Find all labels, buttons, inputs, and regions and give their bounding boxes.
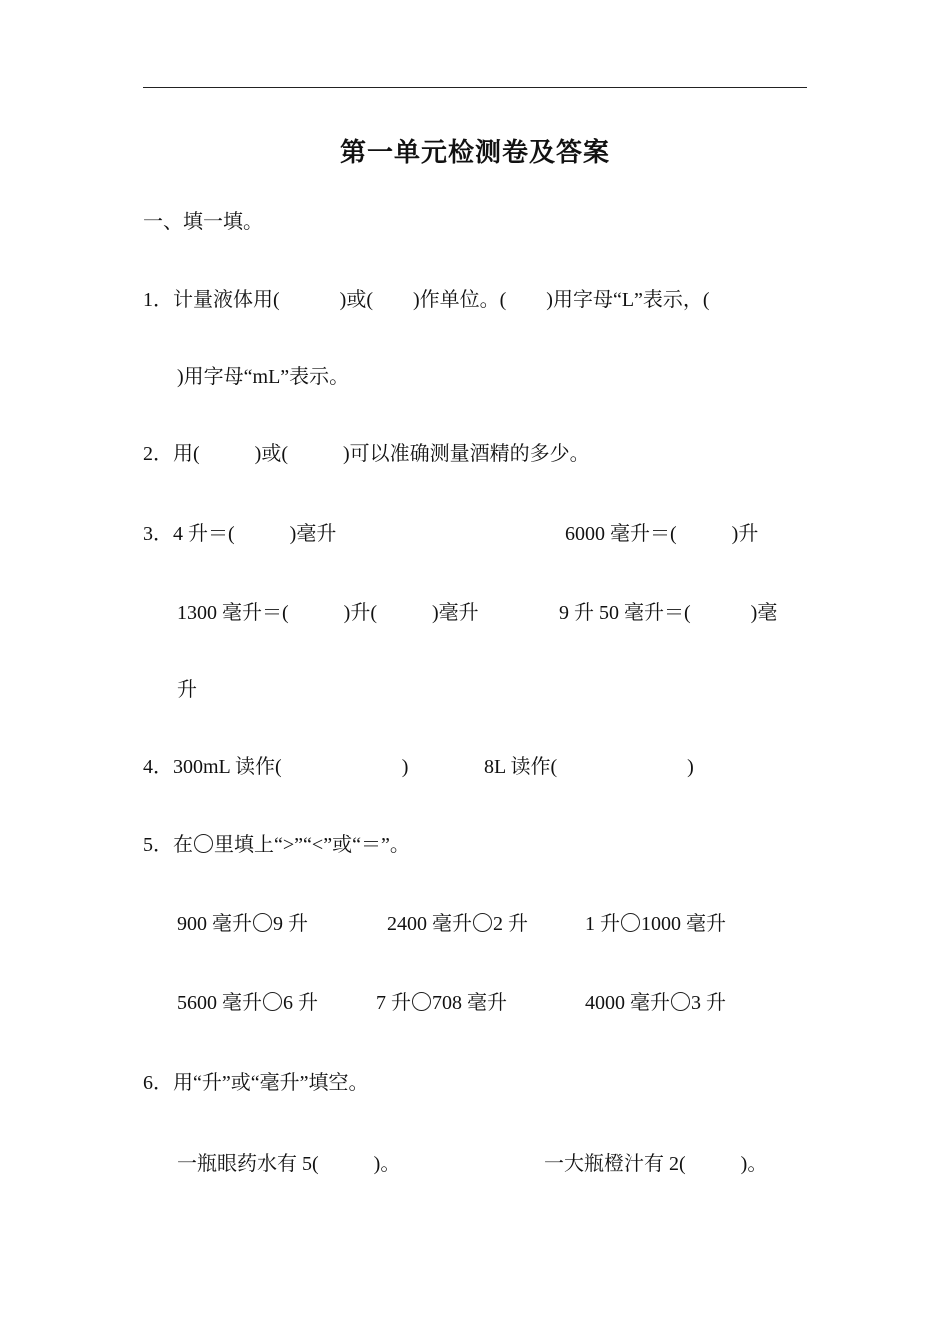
compare-item: 5600 毫升 6 升 (177, 992, 318, 1014)
section-heading: 一、填一填。 (143, 211, 263, 233)
compare-circle (194, 834, 213, 853)
q3-item-d-wrap: 升 (177, 679, 197, 701)
question-text: 里填上“>”“<”或“＝”。 (214, 834, 410, 856)
q4-item-a: 300mL 读作( ) (173, 756, 409, 778)
q3-item-a: 4 升＝( )毫升 (173, 523, 337, 545)
question-text: 在 (173, 834, 193, 856)
question-number: 5． (143, 834, 173, 856)
q3-item-b: 6000 毫升＝( )升 (565, 523, 759, 545)
compare-item: 2400 毫升 2 升 (387, 913, 528, 935)
compare-item: 4000 毫升 3 升 (585, 992, 726, 1014)
question-1 (143, 286, 710, 314)
question-6 (143, 1069, 369, 1097)
q4-item-b: 8L 读作( ) (484, 756, 694, 778)
question-number: 4． (143, 756, 173, 778)
question-2 (143, 440, 590, 468)
compare-item: 7 升 708 毫升 (376, 992, 507, 1014)
question-number: 6． (143, 1072, 173, 1094)
question-5 (143, 831, 410, 859)
q3-item-d: 9 升 50 毫升＝( )毫 (559, 602, 778, 624)
header-rule (143, 87, 807, 88)
compare-circle[interactable] (621, 913, 640, 932)
compare-item: 1 升 1000 毫升 (585, 913, 726, 935)
q3-item-c: 1300 毫升＝( )升( )毫升 (177, 602, 479, 624)
q6-item-b: 一大瓶橙汁有 2( )。 (544, 1153, 768, 1175)
compare-circle[interactable] (671, 992, 690, 1011)
compare-circle[interactable] (253, 913, 272, 932)
compare-circle[interactable] (473, 913, 492, 932)
compare-circle[interactable] (412, 992, 431, 1011)
question-text: 计量液体用( )或( )作单位。( )用字母“L”表示，( (173, 289, 710, 311)
question-number: 3． (143, 523, 173, 545)
question-number: 1． (143, 289, 173, 311)
page-title: 第一单元检测卷及答案 (339, 138, 610, 168)
question-4 (143, 753, 408, 781)
question-text: 用“升”或“毫升”填空。 (173, 1072, 369, 1094)
compare-item: 900 毫升 9 升 (177, 913, 308, 935)
question-number: 2． (143, 443, 173, 465)
question-text: 用( )或( )可以准确测量酒精的多少。 (173, 443, 590, 465)
compare-circle[interactable] (263, 992, 282, 1011)
question-3 (143, 520, 336, 548)
question-1-continued: )用字母“mL”表示。 (177, 366, 350, 388)
q6-item-a: 一瓶眼药水有 5( )。 (177, 1153, 401, 1175)
